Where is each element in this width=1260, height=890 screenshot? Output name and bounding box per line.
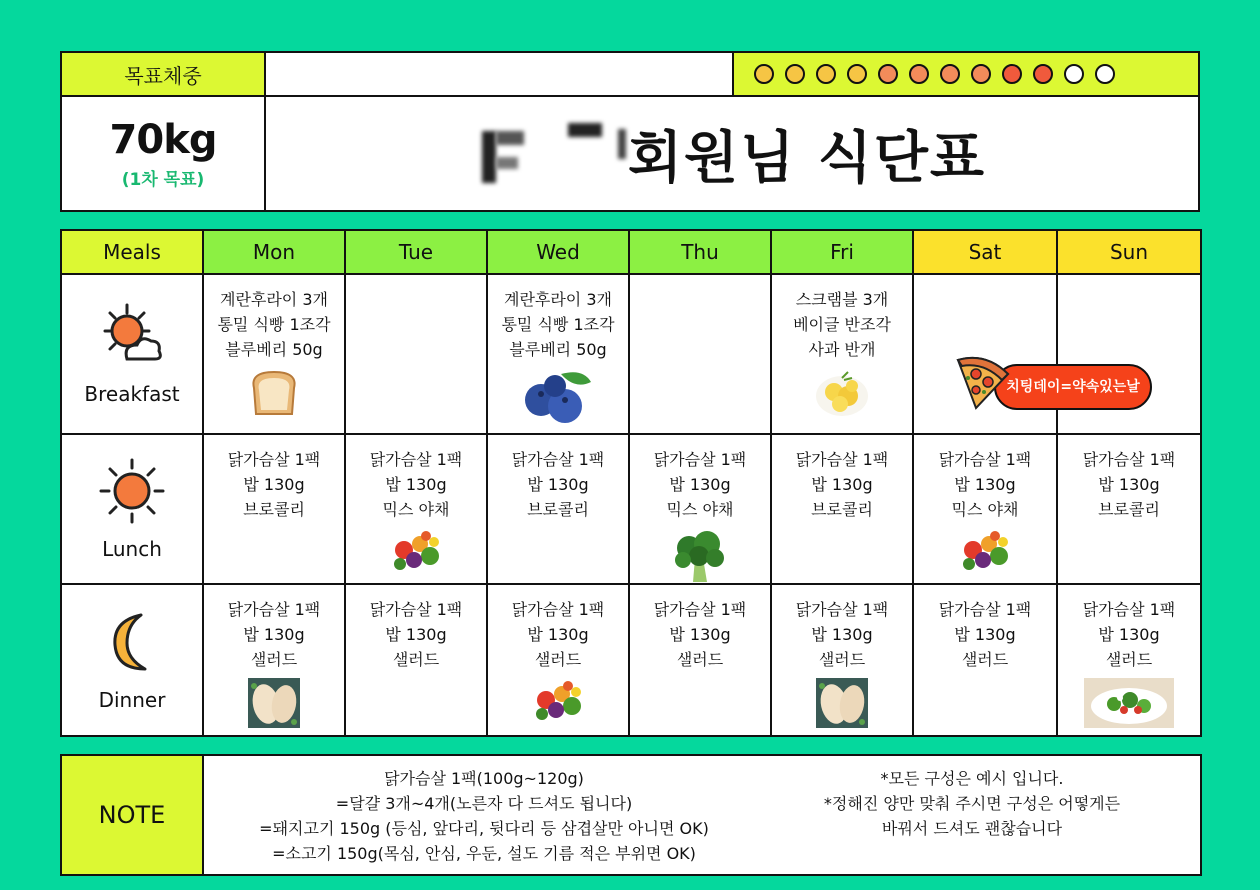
food-line: 사과 반개: [808, 340, 876, 359]
food-line: 베이글 반조각: [793, 315, 891, 334]
food-line: 믹스 야채: [951, 500, 1019, 519]
note-line: 닭가슴살 1팩(100g~120g): [384, 769, 584, 788]
scrambled-egg-icon: [814, 368, 870, 418]
food-image: [390, 528, 442, 581]
food-line: 계란후라이 3개: [503, 290, 612, 309]
meal-entry-dinner-tue: [346, 585, 488, 735]
progress-dot: [971, 64, 991, 84]
food-line: 닭가슴살 1팩: [795, 450, 889, 469]
food-line: 밥 130g: [243, 475, 305, 494]
goal-weight-value: 70kg: [109, 117, 217, 163]
pizza-icon: [952, 352, 1014, 414]
food-line: 밥 130g: [669, 625, 731, 644]
food-line: 밥 130g: [527, 625, 589, 644]
note-line: 바꿔서 드셔도 괜찮습니다: [881, 819, 1063, 838]
food-image: [816, 678, 868, 735]
day-header-tue: Tue: [346, 231, 488, 275]
progress-dot: [754, 64, 774, 84]
meal-entry-dinner-sat: [914, 585, 1058, 735]
progress-dot: [940, 64, 960, 84]
goal-weight-box: [62, 97, 266, 210]
meal-name: Breakfast: [84, 382, 180, 406]
progress-dot: [816, 64, 836, 84]
meals-header: Meals: [62, 231, 204, 275]
food-line: 통밀 식빵 1조각: [501, 315, 615, 334]
food-image: [248, 368, 300, 425]
meal-cell-breakfast: [62, 275, 204, 435]
food-line: 밥 130g: [811, 625, 873, 644]
meal-name: Lunch: [102, 537, 162, 561]
meal-cell-lunch: [62, 435, 204, 585]
food-line: 닭가슴살 1팩: [227, 600, 321, 619]
food-line: 샐러드: [818, 650, 866, 669]
food-image: [532, 678, 584, 731]
food-image: [814, 368, 870, 425]
salad-icon: [1084, 678, 1174, 728]
food-line: 닭가슴살 1팩: [653, 600, 747, 619]
goal-weight-label: 목표체중: [62, 53, 266, 97]
note-line: *모든 구성은 예시 입니다.: [880, 769, 1064, 788]
food-line: 샐러드: [1105, 650, 1153, 669]
day-header-sat: Sat: [914, 231, 1058, 275]
meal-entry-dinner-thu: [630, 585, 772, 735]
note-line: *정해진 양만 맞춰 주시면 구성은 어떻게든: [823, 794, 1121, 813]
food-line: 밥 130g: [1098, 625, 1160, 644]
food-line: 닭가슴살 1팩: [1082, 600, 1176, 619]
food-line: 닭가슴살 1팩: [511, 450, 605, 469]
progress-dot: [1095, 64, 1115, 84]
progress-dot: [1033, 64, 1053, 84]
note-line: =달걀 3개~4개(노른자 다 드셔도 됩니다): [335, 794, 633, 813]
food-line: 계란후라이 3개: [219, 290, 328, 309]
meal-entry-lunch-thu: [630, 435, 772, 585]
meal-name: Dinner: [98, 688, 166, 712]
food-line: 닭가슴살 1팩: [653, 450, 747, 469]
cheat-day-label: 치팅데이=약속있는날: [994, 364, 1152, 410]
meal-entry-lunch-sun: [1058, 435, 1200, 585]
food-line: 샐러드: [961, 650, 1009, 669]
meal-entry-lunch-mon: [204, 435, 346, 585]
page-title: 회원님 식단표: [627, 125, 987, 191]
food-line: 밥 130g: [527, 475, 589, 494]
chicken-breast-icon: [248, 678, 300, 728]
food-line: 닭가슴살 1팩: [369, 600, 463, 619]
meal-entry-breakfast-tue: [346, 275, 488, 435]
meal-entry-dinner-sun: [1058, 585, 1200, 735]
sun-cloud-icon: [97, 301, 167, 378]
food-line: 샐러드: [250, 650, 298, 669]
progress-dot: [847, 64, 867, 84]
food-line: 밥 130g: [385, 475, 447, 494]
title-area: [266, 97, 1198, 210]
food-line: 밥 130g: [954, 625, 1016, 644]
meal-table: [60, 229, 1202, 737]
note-left-text: [204, 766, 764, 866]
food-line: 블루베리 50g: [509, 340, 607, 359]
blueberry-icon: [521, 368, 595, 424]
food-line: 닭가슴살 1팩: [511, 600, 605, 619]
food-line: 브로콜리: [527, 500, 589, 519]
day-header-fri: Fri: [772, 231, 914, 275]
note-line: =소고기 150g(목심, 안심, 우둔, 설도 기름 적은 부위면 OK): [272, 844, 696, 863]
progress-dot: [909, 64, 929, 84]
progress-dot: [785, 64, 805, 84]
chicken-breast-icon: [816, 678, 868, 728]
day-header-mon: Mon: [204, 231, 346, 275]
food-image: [521, 368, 595, 431]
mixed-vegetables-icon: [959, 528, 1011, 574]
meal-entry-breakfast-mon: [204, 275, 346, 435]
food-line: 밥 130g: [1098, 475, 1160, 494]
food-line: 브로콜리: [811, 500, 873, 519]
meal-entry-dinner-wed: [488, 585, 630, 735]
food-line: 밥 130g: [669, 475, 731, 494]
meal-entry-breakfast-wed: [488, 275, 630, 435]
progress-dot: [1064, 64, 1084, 84]
note-panel: [60, 754, 1202, 876]
meal-cell-dinner: [62, 585, 204, 735]
header-panel: [60, 51, 1200, 212]
food-line: 샐러드: [534, 650, 582, 669]
food-image: [248, 678, 300, 735]
food-line: 닭가슴살 1팩: [938, 450, 1032, 469]
food-line: 믹스 야채: [666, 500, 734, 519]
food-line: 닭가슴살 1팩: [227, 450, 321, 469]
toast-icon: [248, 368, 300, 418]
meal-entry-breakfast-thu: [630, 275, 772, 435]
food-line: 샐러드: [676, 650, 724, 669]
food-line: 밥 130g: [811, 475, 873, 494]
progress-dot: [878, 64, 898, 84]
food-line: 브로콜리: [243, 500, 305, 519]
food-line: 밥 130g: [385, 625, 447, 644]
note-line: =돼지고기 150g (등심, 앞다리, 뒷다리 등 삼겹살만 아니면 OK): [259, 819, 709, 838]
food-image: [959, 528, 1011, 581]
broccoli-icon: [673, 528, 727, 584]
moon-icon: [97, 607, 167, 684]
food-line: 샐러드: [392, 650, 440, 669]
sun-icon: [97, 456, 167, 533]
blurred-name: [478, 119, 628, 189]
food-line: 통밀 식빵 1조각: [217, 315, 331, 334]
meal-entry-dinner-mon: [204, 585, 346, 735]
food-line: 스크램블 3개: [795, 290, 889, 309]
mixed-vegetables-icon: [532, 678, 584, 724]
progress-dots: [734, 53, 1198, 97]
goal-weight-sub: (1차 목표): [121, 170, 205, 190]
food-line: 닭가슴살 1팩: [938, 600, 1032, 619]
food-line: 밥 130g: [243, 625, 305, 644]
food-line: 브로콜리: [1098, 500, 1160, 519]
day-header-wed: Wed: [488, 231, 630, 275]
meal-entry-lunch-tue: [346, 435, 488, 585]
meal-entry-lunch-fri: [772, 435, 914, 585]
meal-entry-lunch-wed: [488, 435, 630, 585]
header-blank: [266, 53, 734, 97]
note-label: NOTE: [62, 756, 204, 874]
meal-entry-breakfast-fri: [772, 275, 914, 435]
food-line: 밥 130g: [954, 475, 1016, 494]
meal-entry-dinner-fri: [772, 585, 914, 735]
meal-entry-lunch-sat: [914, 435, 1058, 585]
progress-dot: [1002, 64, 1022, 84]
mixed-vegetables-icon: [390, 528, 442, 574]
day-header-sun: Sun: [1058, 231, 1200, 275]
food-line: 닭가슴살 1팩: [369, 450, 463, 469]
food-image: [673, 528, 727, 591]
food-image: [1084, 678, 1174, 735]
food-line: 닭가슴살 1팩: [795, 600, 889, 619]
day-header-thu: Thu: [630, 231, 772, 275]
cheat-day-badge: [952, 352, 1154, 414]
food-line: 블루베리 50g: [225, 340, 323, 359]
note-right-text: [762, 766, 1182, 841]
food-line: 닭가슴살 1팩: [1082, 450, 1176, 469]
food-line: 믹스 야채: [382, 500, 450, 519]
